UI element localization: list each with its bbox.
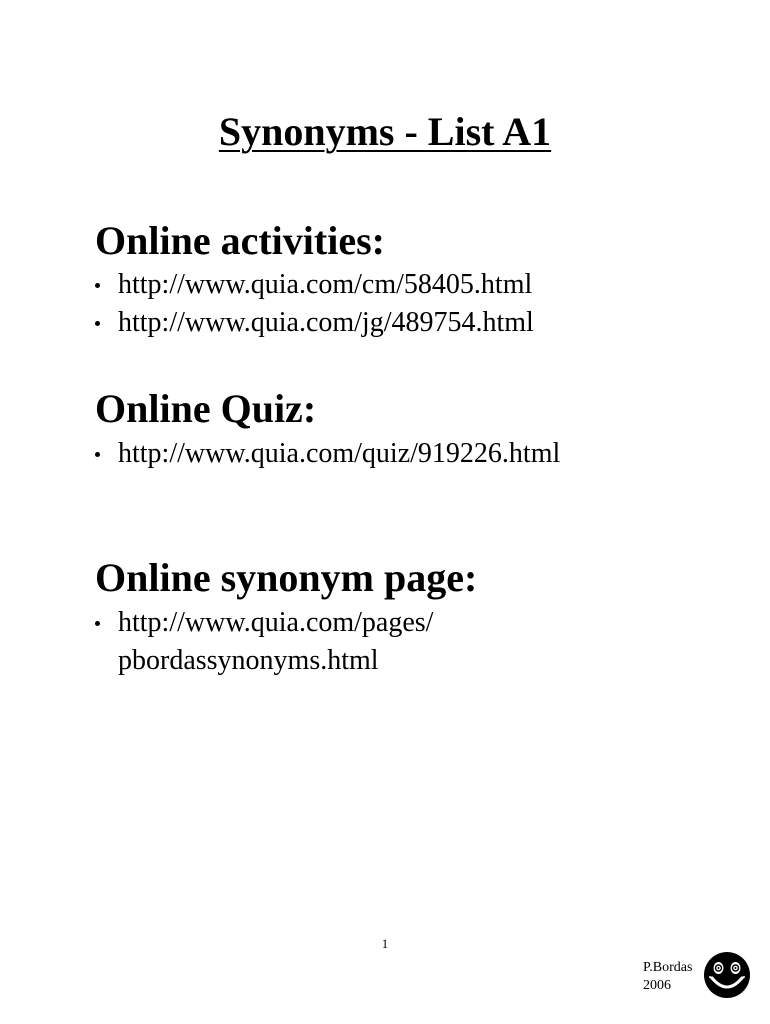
- smiley-face-icon: [703, 951, 751, 999]
- online-activities-list: [95, 266, 534, 342]
- online-synonym-page-list: [95, 604, 433, 680]
- list-item: [95, 604, 433, 680]
- section-heading-online-quiz: Online Quiz:: [95, 386, 317, 431]
- page-number: 1: [381, 936, 389, 951]
- synonym-page-link-line-1: http://www.quia.com/pages/: [118, 607, 434, 638]
- bullet-icon: [95, 321, 100, 326]
- section-heading-online-activities: Online activities:: [95, 218, 385, 263]
- synonym-page-link[interactable]: [118, 607, 433, 676]
- activity-link-1[interactable]: http://www.quia.com/cm/58405.html: [118, 269, 533, 300]
- page-title: Synonyms - List A1: [218, 109, 552, 154]
- bullet-icon: [95, 452, 100, 457]
- list-item: [95, 266, 534, 304]
- list-item: [95, 435, 560, 473]
- bullet-icon: [95, 283, 100, 288]
- activity-link-2[interactable]: http://www.quia.com/jg/489754.html: [118, 307, 534, 338]
- list-item: [95, 304, 534, 342]
- quiz-link[interactable]: http://www.quia.com/quiz/919226.html: [118, 438, 561, 469]
- footer-year: 2006: [643, 978, 671, 993]
- bullet-icon: [95, 621, 100, 626]
- synonym-page-link-line-2: pbordassynonyms.html: [118, 645, 379, 676]
- footer-credit: [643, 959, 692, 995]
- online-quiz-list: [95, 435, 560, 473]
- section-heading-online-synonym-page: Online synonym page:: [95, 555, 478, 600]
- footer-author: P.Bordas: [643, 960, 693, 975]
